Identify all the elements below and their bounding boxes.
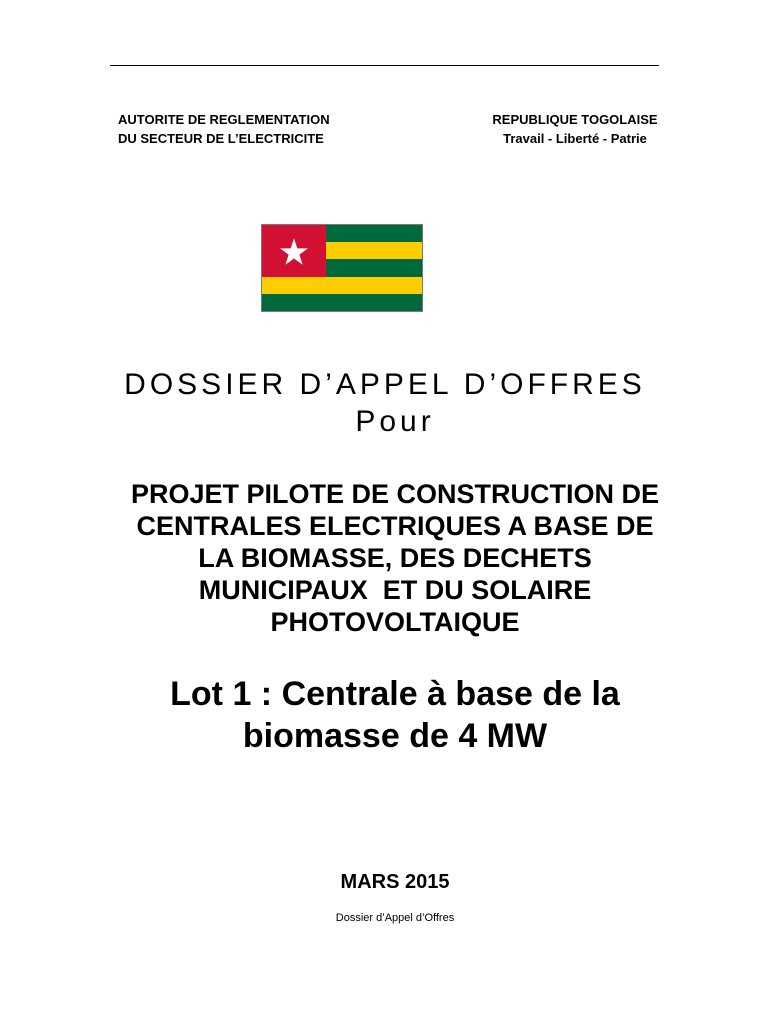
flag-stripe-4 [262, 277, 422, 294]
page-footer: Dossier d’Appel d’Offres [335, 912, 455, 924]
project-title [0, 478, 770, 638]
project-line-4: MUNICIPAUX ET DU SOLAIRE [198, 575, 592, 605]
authority-line-1: AUTORITE DE REGLEMENTATION [118, 112, 330, 127]
republic-name: REPUBLIQUE TOGOLAISE [492, 112, 658, 127]
lot-line-1: Lot 1 : Centrale à base de la [170, 675, 620, 713]
republic-header [475, 110, 675, 148]
project-line-1: PROJET PILOTE DE CONSTRUCTION DE [130, 479, 660, 509]
publication-date: MARS 2015 [340, 871, 450, 893]
project-line-5: PHOTOVOLTAIQUE [270, 607, 520, 637]
star-icon [280, 238, 308, 265]
authority-header [118, 110, 330, 148]
togo-flag [261, 224, 423, 312]
authority-line-2: DU SECTEUR DE L’ELECTRICITE [118, 131, 324, 146]
project-line-2: CENTRALES ELECTRIQUES A BASE DE [136, 511, 654, 541]
lot-title [0, 673, 770, 757]
document-subtitle: Pour [355, 405, 435, 438]
document-title: DOSSIER D’APPEL D’OFFRES [124, 368, 646, 401]
project-line-3: LA BIOMASSE, DES DECHETS [198, 543, 592, 573]
flag-stripe-5 [262, 294, 422, 311]
republic-motto: Travail - Liberté - Patrie [503, 131, 647, 146]
lot-line-2: biomasse de 4 MW [242, 717, 548, 755]
top-rule [110, 65, 659, 66]
